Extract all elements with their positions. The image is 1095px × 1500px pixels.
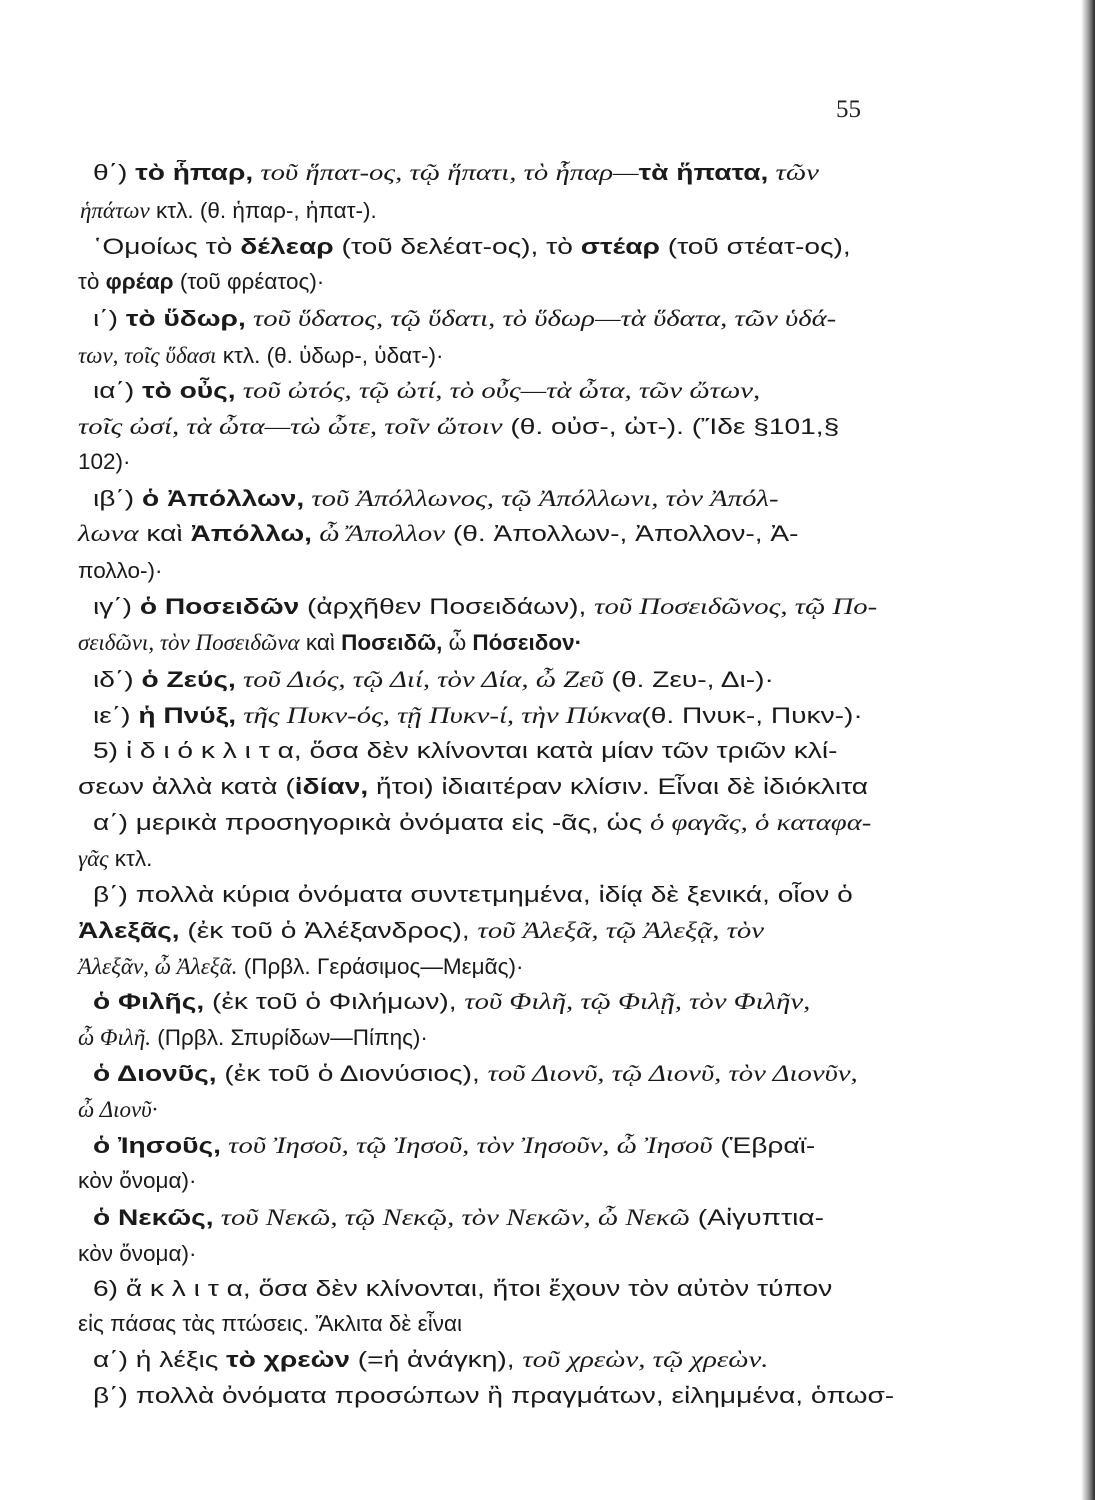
italic-declension: λωνα: [78, 521, 139, 546]
text-segment: ιγ΄): [93, 594, 140, 619]
text-segment: τὸ: [78, 269, 106, 294]
text-segment: β΄) πολλὰ κύρια ὀνόματα συντετμημένα, ἰδίᾳ δὲ ξενικά, οἷον ὁ: [93, 882, 853, 907]
bold-term: ἰδίαν,: [294, 774, 369, 799]
text-segment: (τοῦ στέατ-ος),: [659, 234, 851, 259]
italic-declension: τοῦ ὠτός, τῷ ὠτί, τὸ οὖς—τὰ ὦτα, τῶν ὤτων,: [235, 378, 761, 403]
text-segment: εἰς πάσας τὰς πτώσεις. Ἄκλιτα δὲ εἶναι: [78, 1311, 462, 1336]
text-segment: (θ. Ἀπολλων-, Ἀπολλον-, Ἀ-: [445, 521, 799, 546]
text-line: [78, 1095, 157, 1125]
italic-declension: ἡπάτων: [80, 198, 150, 223]
text-segment: ὦ: [442, 630, 473, 655]
text-segment: (ἐκ τοῦ ὁ Φιλήμων),: [204, 989, 465, 1014]
text-segment: 6) ἄ κ λ ι τ α, ὅσα δὲν κλίνονται, ἤτοι ἔχουν τὸν αὐτὸν τύπον: [93, 1276, 833, 1301]
bold-term: ὁ Φιλῆς,: [93, 989, 205, 1014]
text-line: [78, 447, 131, 477]
italic-declension: τοῦ Διονῦ, τῷ Διονῦ, τὸν Διονῦν,: [487, 1061, 858, 1086]
text-line: [93, 1345, 768, 1375]
text-segment: (Αἰγυπτια-: [689, 1205, 824, 1230]
text-line: [93, 701, 863, 731]
text-line: [93, 880, 853, 910]
text-line: [78, 519, 799, 549]
bold-term: τὸ οὖς,: [142, 378, 236, 403]
text-segment: (θ. οὐσ-, ὠτ-). (Ἴδε §101,§: [502, 414, 840, 439]
text-segment: κτλ.: [108, 846, 153, 871]
bold-term: τὸ χρεὼν: [226, 1347, 350, 1372]
italic-declension: τοῦ Διός, τῷ Διί, τὸν Δία, ὦ Ζεῦ: [235, 667, 604, 692]
italic-declension: τῶν: [768, 160, 819, 185]
text-line: [78, 1023, 428, 1053]
italic-declension: τοῦ Ποσειδῶνος, τῷ Πο-: [594, 594, 878, 619]
bold-term: ὁ Ζεύς,: [141, 667, 236, 692]
text-segment: (ἐκ τοῦ ὁ Ἀλέξανδρος),: [179, 918, 478, 943]
text-line: [93, 1059, 858, 1089]
text-line: [78, 844, 152, 874]
italic-declension: τοῦ χρεὼν, τῷ χρεὼν.: [522, 1347, 769, 1372]
text-line: [93, 592, 877, 622]
text-line: [78, 628, 582, 658]
text-segment: ι΄): [93, 306, 126, 331]
text-line: [93, 484, 779, 514]
text-segment: κτλ. (θ. ὑδωρ-, ὑδατ-)·: [216, 343, 444, 368]
text-line: [78, 916, 764, 946]
text-line: [78, 1166, 197, 1196]
italic-declension: Ἀλεξᾶν, ὦ Ἀλεξᾶ.: [78, 954, 238, 979]
italic-declension: γᾶς: [78, 846, 109, 871]
italic-declension: τοῦ Νεκῶ, τῷ Νεκῷ, τὸν Νεκῶν, ὦ Νεκῶ: [213, 1205, 690, 1230]
text-line: [78, 1239, 197, 1269]
text-line: [93, 808, 871, 838]
text-segment: (τοῦ δελέατ-ος), τὸ: [333, 234, 581, 259]
bold-term: ὁ Νεκῶς,: [93, 1205, 214, 1230]
text-segment: κὸν ὄνομα)·: [78, 1168, 197, 1193]
bold-term: δέλεαρ: [240, 234, 334, 259]
text-segment: α΄) ἡ λέξις: [93, 1347, 227, 1372]
text-line: [93, 987, 810, 1017]
italic-declension: τῆς Πυκν-ός, τῇ Πυκν-ί, τὴν Πύκνα: [236, 703, 642, 728]
text-segment: καὶ: [138, 521, 191, 546]
text-line: [78, 267, 324, 297]
italic-declension: ὦ Ἄπολλον: [312, 521, 446, 546]
bold-term: Πόσειδον·: [472, 630, 583, 655]
text-segment: πολλο-)·: [78, 558, 163, 583]
italic-declension: τοῦ Ἀπόλλωνος, τῷ Ἀπόλλωνι, τὸν Ἀπόλ-: [304, 486, 779, 511]
bold-term: ὁ Διονῦς,: [93, 1061, 217, 1086]
text-segment: (ἐκ τοῦ ὁ Διονύσιος),: [216, 1061, 488, 1086]
text-segment: ιε΄): [93, 703, 139, 728]
bold-term: τὰ ἥπατα,: [638, 160, 769, 185]
bold-term: φρέαρ: [105, 269, 174, 294]
text-line: [93, 1203, 824, 1233]
text-segment: (τοῦ φρέατος)·: [173, 269, 325, 294]
text-segment: καὶ: [299, 630, 342, 655]
text-segment: ῾Ομοίως τὸ: [93, 234, 241, 259]
text-segment: (ἀρχῆθεν Ποσειδάων),: [299, 594, 595, 619]
text-line: [78, 1309, 462, 1339]
text-segment: σεων ἀλλὰ κατὰ (: [78, 774, 295, 799]
bold-term: ἡ Πνύξ,: [138, 703, 237, 728]
text-segment: ἤτοι) ἰδιαιτέραν κλίσιν. Εἶναι δὲ ἰδιόκλιτα: [368, 774, 869, 799]
text-segment: κτλ. (θ. ἡπαρ-, ἡπατ-).: [149, 198, 377, 223]
text-line: [93, 304, 836, 334]
text-segment: (Ἑβραϊ-: [712, 1133, 816, 1158]
text-line: [93, 665, 774, 695]
italic-declension: των, τοῖς ὕδασι: [78, 343, 217, 368]
text-segment: (θ. Ζευ-, Δι-)·: [603, 667, 774, 692]
text-line: [93, 1274, 832, 1304]
page-edge-shadow: [1081, 0, 1095, 1500]
text-segment: (=ἡ ἀνάγκη),: [349, 1347, 523, 1372]
text-segment: 5) ἰ δ ι ό κ λ ι τ α, ὅσα δὲν κλίνονται κατὰ μίαν τῶν τριῶν κλί-: [93, 738, 838, 763]
bold-term: ὁ Ἰησοῦς,: [93, 1133, 221, 1158]
bold-term: ὁ Ποσειδῶν: [139, 594, 300, 619]
text-line: [93, 376, 760, 406]
page-number: 55: [836, 96, 861, 123]
text-segment: θ΄): [93, 160, 136, 185]
text-segment: ιδ΄): [93, 667, 142, 692]
italic-declension: τοῦ ὕδατος, τῷ ὕδατι, τὸ ὕδωρ—τὰ ὕδατα, τῶν ὑδά-: [245, 306, 837, 331]
text-line: [93, 1131, 815, 1161]
italic-declension: σειδῶνι, τὸν Ποσειδῶνα: [78, 630, 300, 655]
bold-term: στέαρ: [580, 234, 660, 259]
text-segment: κὸν ὄνομα)·: [78, 1241, 197, 1266]
italic-declension: ὦ Φιλῆ.: [78, 1025, 152, 1050]
italic-declension: ὁ φαγᾶς, ὁ καταφα-: [649, 810, 872, 835]
italic-declension: τοῦ Ἰησοῦ, τῷ Ἰησοῦ, τὸν Ἰησοῦν, ὦ Ἰησοῦ: [220, 1133, 713, 1158]
bold-term: ὁ Ἀπόλλων,: [141, 486, 305, 511]
text-segment: (Πρβλ. Σπυρίδων—Πίπης)·: [151, 1025, 428, 1050]
text-line: [78, 412, 839, 442]
text-segment: β΄) πολλὰ ὀνόματα προσώπων ἢ πραγμάτων, εἰλημμένα, ὁπωσ-: [93, 1383, 895, 1408]
bold-term: τὸ ὕδωρ,: [125, 306, 246, 331]
text-segment: 102)·: [78, 449, 131, 474]
bold-term: Ποσειδῶ,: [341, 630, 443, 655]
bold-term: Ἀλεξᾶς,: [78, 918, 180, 943]
text-segment: α΄) μερικὰ προσηγορικὰ ὀνόματα εἰς -ᾶς, ὡς: [93, 810, 650, 835]
text-segment: (θ. Πνυκ-, Πυκν-)·: [641, 703, 863, 728]
italic-declension: τοῦ Φιλῆ, τῷ Φιλῇ, τὸν Φιλῆν,: [464, 989, 811, 1014]
text-line: [93, 736, 837, 766]
text-line: [78, 341, 444, 371]
italic-declension: ὦ Διονῦ·: [78, 1097, 158, 1122]
text-line: [80, 196, 377, 226]
text-segment: (Πρβλ. Γεράσιμος—Μεμᾶς)·: [237, 954, 524, 979]
text-line: [93, 232, 851, 262]
italic-declension: τοῖς ὠσί, τὰ ὦτα—τὼ ὦτε, τοῖν ὤτοιν: [78, 414, 503, 439]
text-line: [78, 556, 162, 586]
text-segment: ιβ΄): [93, 486, 142, 511]
bold-term: τὸ ἧπαρ,: [135, 160, 254, 185]
text-line: [93, 158, 819, 188]
italic-declension: τοῦ Ἀλεξᾶ, τῷ Ἀλεξᾷ, τὸν: [477, 918, 765, 943]
text-line: [78, 772, 868, 802]
text-line: [93, 1381, 894, 1411]
text-segment: ια΄): [93, 378, 143, 403]
text-line: [78, 952, 523, 982]
italic-declension: τοῦ ἥπατ-ος, τῷ ἥπατι, τὸ ἧπαρ—: [253, 160, 639, 185]
bold-term: Ἀπόλλω,: [190, 521, 313, 546]
